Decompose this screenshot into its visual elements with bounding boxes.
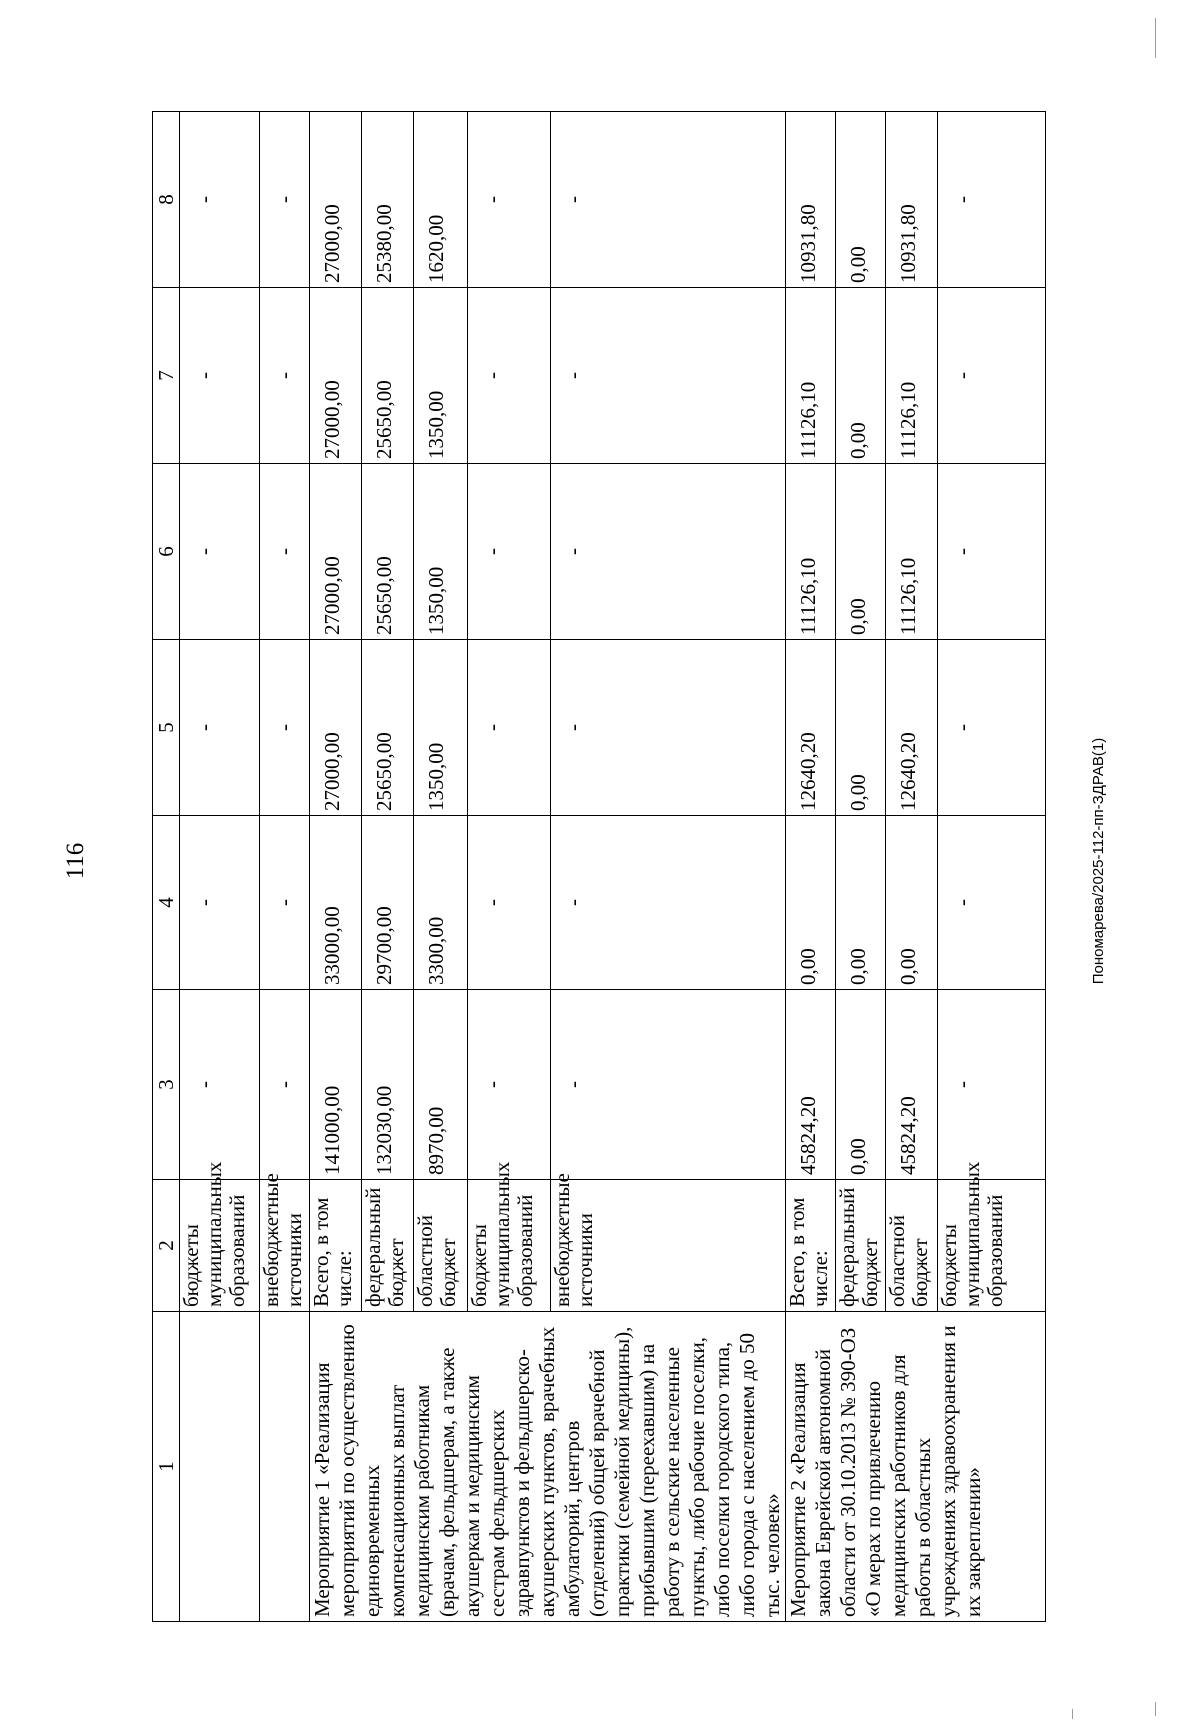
value-cell: - <box>180 112 260 288</box>
scan-edge-mark <box>1155 1702 1156 1716</box>
value-cell: 1350,00 <box>413 288 467 464</box>
source-cell: бюджеты муниципальных образований <box>938 1180 1046 1312</box>
value-cell: - <box>551 816 786 990</box>
value-cell: 27000,00 <box>310 464 362 640</box>
value-cell: 12640,20 <box>886 640 938 816</box>
value-cell: - <box>180 640 260 816</box>
value-cell: 11126,10 <box>886 288 938 464</box>
col-header: 1 <box>153 1312 180 1622</box>
value-cell: - <box>551 464 786 640</box>
scan-edge-mark <box>1155 18 1156 58</box>
value-cell: 27000,00 <box>310 640 362 816</box>
value-cell: 33000,00 <box>310 816 362 990</box>
activity-1-cell: Мероприятие 1 «Реализация мероприятий по осуществлению единовременных компенсационных выплат медицинским работникам (врачам, фельдшерам, а также акушеркам и медицинским сестрам фельдшерских здравпунктов и фельдшерско-акушерских пунктов, врачебных амбулаторий, центров (отделений) общей врачебной практики (семейной медицины), прибывшим (переехавшим) на работу в сельские населенные пункты, либо рабочие поселки, либо поселки городского типа, либо города с населением до 50 тыс. человек» <box>310 1312 786 1622</box>
col-header: 5 <box>153 640 180 816</box>
value-cell: 0,00 <box>836 990 886 1180</box>
value-cell: - <box>180 816 260 990</box>
value-cell: 0,00 <box>786 816 836 990</box>
source-cell: федеральный бюджет <box>361 1180 413 1312</box>
value-cell: - <box>467 112 550 288</box>
value-cell: 10931,80 <box>786 112 836 288</box>
value-cell: 1350,00 <box>413 640 467 816</box>
table-row <box>786 112 836 1622</box>
value-cell: - <box>467 464 550 640</box>
value-cell: 11126,10 <box>786 288 836 464</box>
value-cell: 12640,20 <box>786 640 836 816</box>
source-cell: областной бюджет <box>886 1180 938 1312</box>
value-cell: - <box>938 288 1046 464</box>
value-cell: 25650,00 <box>361 464 413 640</box>
value-cell: - <box>551 288 786 464</box>
value-cell: 1620,00 <box>413 112 467 288</box>
value-cell: 0,00 <box>836 464 886 640</box>
value-cell: 132030,00 <box>361 990 413 1180</box>
value-cell: - <box>467 990 550 1180</box>
source-cell: областной бюджет <box>413 1180 467 1312</box>
value-cell: - <box>551 640 786 816</box>
value-cell: 0,00 <box>836 816 886 990</box>
activity-cell <box>180 1312 260 1622</box>
document-code: Пономарева/2025-112-пп-ЗДРАВ(1) <box>1090 737 1107 985</box>
funding-table <box>152 111 1046 1622</box>
value-cell: 25380,00 <box>361 112 413 288</box>
col-header: 2 <box>153 1180 180 1312</box>
value-cell: - <box>467 288 550 464</box>
value-cell: - <box>467 816 550 990</box>
value-cell: 29700,00 <box>361 816 413 990</box>
value-cell: - <box>260 112 310 288</box>
source-cell: федеральный бюджет <box>836 1180 886 1312</box>
source-cell: бюджеты муниципальных образований <box>180 1180 260 1312</box>
value-cell: - <box>260 464 310 640</box>
value-cell: - <box>551 112 786 288</box>
value-cell: - <box>260 640 310 816</box>
value-cell: 45824,20 <box>786 990 836 1180</box>
source-cell: внебюджетные источники <box>551 1180 786 1312</box>
value-cell: 27000,00 <box>310 112 362 288</box>
value-cell: - <box>938 640 1046 816</box>
activity-cell <box>260 1312 310 1622</box>
value-cell: - <box>260 816 310 990</box>
value-cell: 11126,10 <box>786 464 836 640</box>
value-cell: - <box>180 288 260 464</box>
table-row <box>310 112 362 1622</box>
value-cell: 25650,00 <box>361 640 413 816</box>
col-header: 6 <box>153 464 180 640</box>
col-header: 8 <box>153 112 180 288</box>
value-cell: - <box>467 640 550 816</box>
value-cell: - <box>551 990 786 1180</box>
col-header: 3 <box>153 990 180 1180</box>
col-header: 4 <box>153 816 180 990</box>
value-cell: 3300,00 <box>413 816 467 990</box>
value-cell: - <box>938 112 1046 288</box>
value-cell: - <box>180 464 260 640</box>
value-cell: 27000,00 <box>310 288 362 464</box>
scan-edge-mark <box>1072 1709 1073 1719</box>
value-cell: 0,00 <box>836 288 886 464</box>
table-row <box>180 112 260 1622</box>
value-cell: - <box>260 990 310 1180</box>
col-header: 7 <box>153 288 180 464</box>
value-cell: 0,00 <box>836 112 886 288</box>
value-cell: 8970,00 <box>413 990 467 1180</box>
header-row <box>153 112 180 1622</box>
value-cell: - <box>938 816 1046 990</box>
value-cell: 25650,00 <box>361 288 413 464</box>
value-cell: 0,00 <box>886 816 938 990</box>
value-cell: - <box>260 288 310 464</box>
value-cell: 10931,80 <box>886 112 938 288</box>
value-cell: 141000,00 <box>310 990 362 1180</box>
value-cell: - <box>938 464 1046 640</box>
page-number: 116 <box>62 842 89 880</box>
value-cell: - <box>938 990 1046 1180</box>
value-cell: 0,00 <box>836 640 886 816</box>
value-cell: 11126,10 <box>886 464 938 640</box>
value-cell: 1350,00 <box>413 464 467 640</box>
table-row <box>260 112 310 1622</box>
source-cell: Всего, в том числе: <box>786 1180 836 1312</box>
source-cell: Всего, в том числе: <box>310 1180 362 1312</box>
value-cell: 45824,20 <box>886 990 938 1180</box>
value-cell: - <box>180 990 260 1180</box>
source-cell: бюджеты муниципальных образований <box>467 1180 550 1312</box>
source-cell: внебюджетные источники <box>260 1180 310 1312</box>
activity-2-cell: Мероприятие 2 «Реализация закона Еврейской автономной области от 30.10.2013 № 390-ОЗ «О мерах по привлечению медицинских работников для работы в областных учреждениях здравоохранения и их закреплении» <box>786 1312 1046 1622</box>
